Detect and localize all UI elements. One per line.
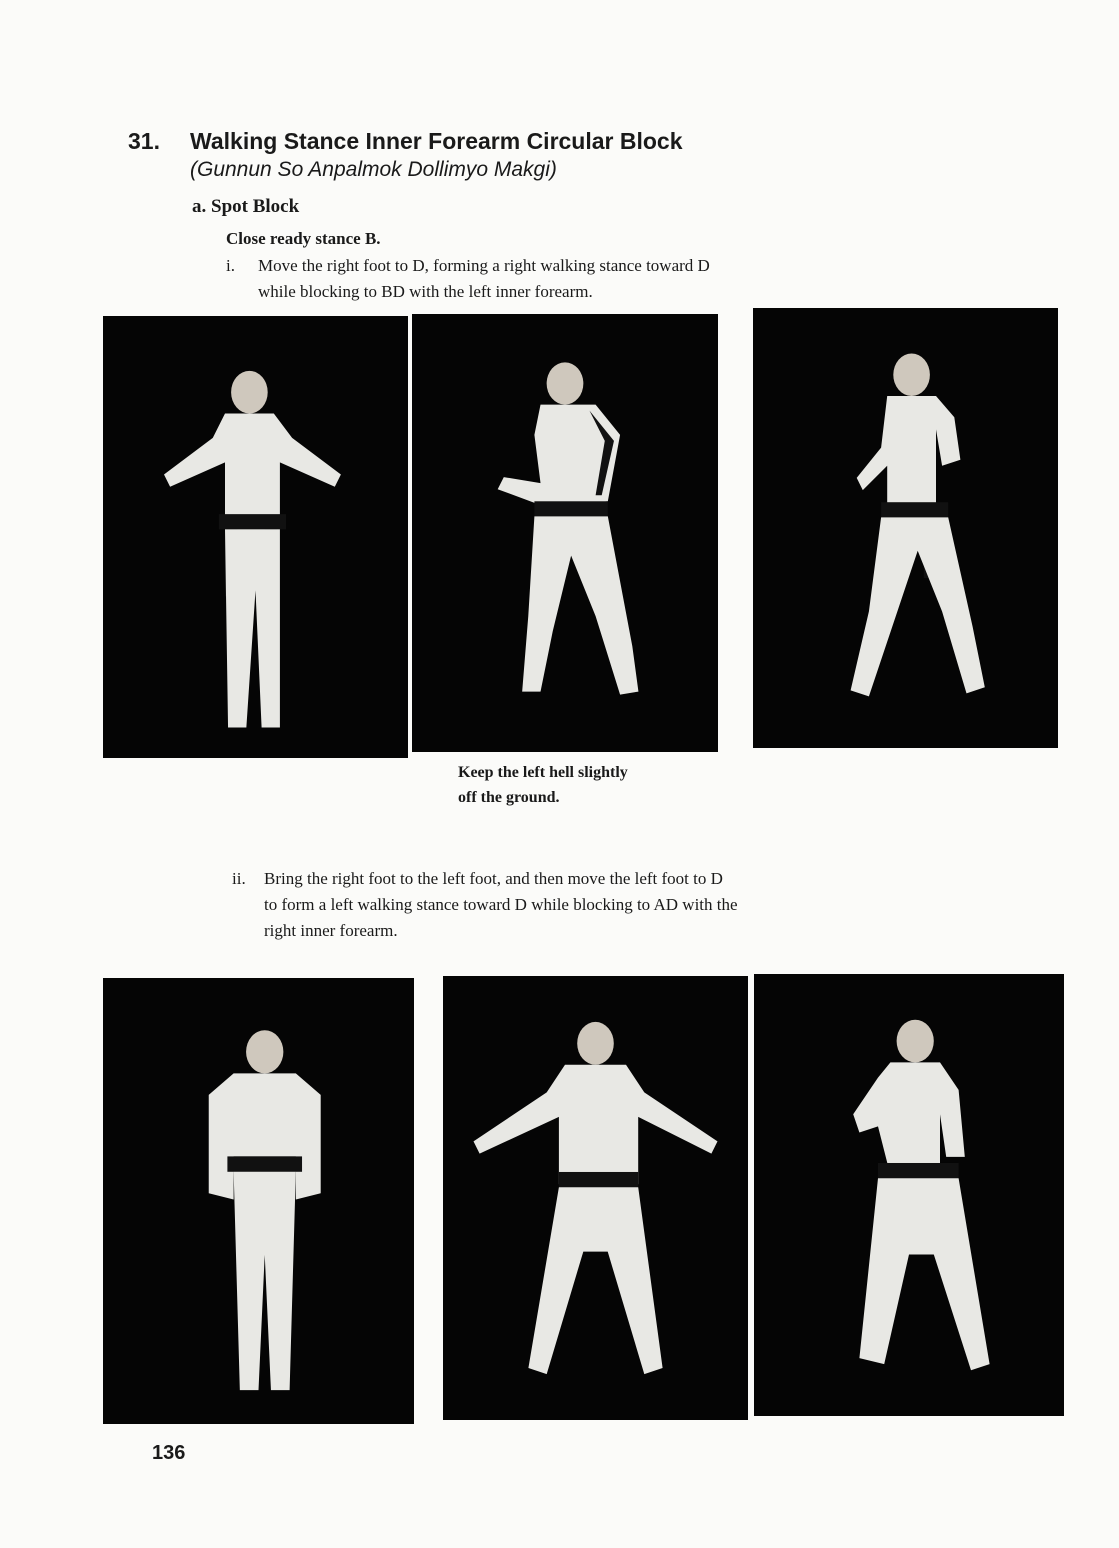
page-number: 136 [152, 1442, 186, 1464]
step-line: Bring the right foot to the left foot, and then move the left foot to D [264, 869, 723, 888]
step-marker: ii. [232, 869, 246, 888]
step-i [226, 253, 986, 305]
step-line: Move the right foot to D, forming a right walking stance toward D [258, 256, 710, 275]
ready-stance-text: Close ready stance B. [226, 229, 381, 248]
step-line: while blocking to BD with the left inner forearm. [258, 282, 593, 301]
figure-illustration [412, 314, 718, 752]
figure-illustration [103, 316, 408, 758]
section-subtitle: (Gunnun So Anpalmok Dollimyo Makgi) [190, 158, 557, 181]
photo-block-completed [753, 308, 1058, 748]
photo-block-stance [412, 314, 718, 752]
figure-illustration [754, 974, 1064, 1416]
figure-illustration [103, 978, 414, 1424]
step-ii [232, 866, 992, 944]
caption-line: Keep the left hell slightly [458, 764, 628, 781]
caption-line: off the ground. [458, 789, 560, 806]
photo-caption [458, 760, 628, 810]
photo-block-completed-2 [754, 974, 1064, 1416]
subsection-heading: a. Spot Block [192, 196, 300, 217]
section-title: Walking Stance Inner Forearm Circular Block [190, 128, 683, 154]
step-line: right inner forearm. [264, 921, 398, 940]
photo-close-ready-stance [103, 978, 414, 1424]
photo-ready-stance [103, 316, 408, 758]
step-marker: i. [226, 256, 235, 275]
figure-illustration [443, 976, 748, 1420]
step-line: to form a left walking stance toward D while blocking to AD with the [264, 895, 738, 914]
photo-ready-stance-2 [443, 976, 748, 1420]
section-number: 31. [128, 128, 160, 154]
figure-illustration [753, 308, 1058, 748]
